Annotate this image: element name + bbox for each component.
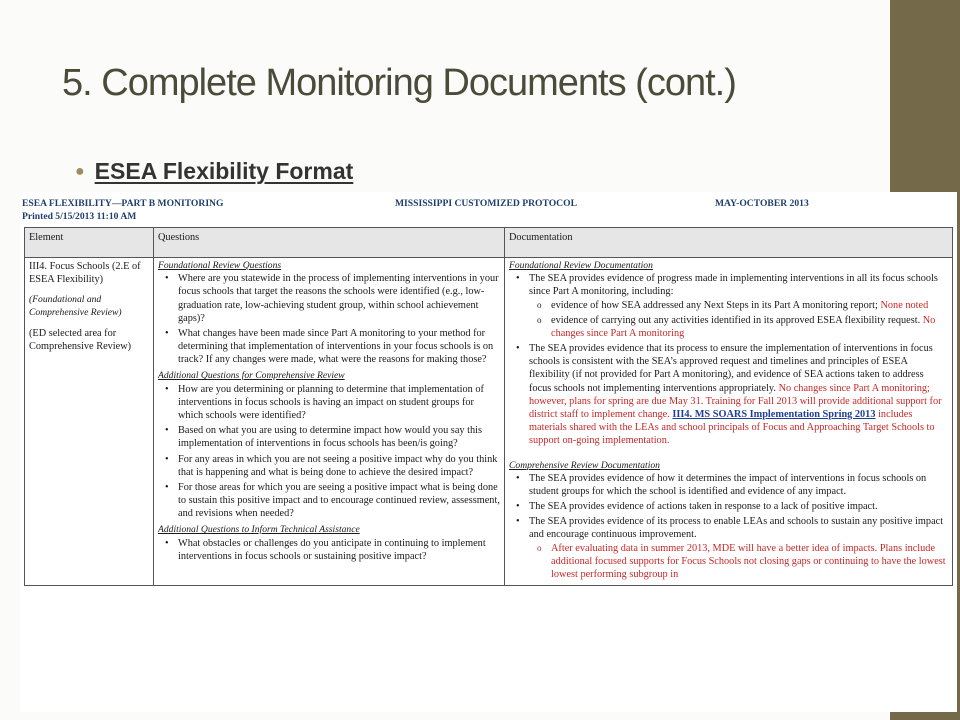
list-item: • How are you determining or planning to determine that implementation of interventions in focus schools is having an impact on student groups for which schools were identified?	[178, 383, 500, 423]
comprehensive-documentation-list	[509, 472, 948, 581]
protocol-table	[24, 227, 953, 586]
comprehensive-documentation-title: Comprehensive Review Documentation	[509, 459, 660, 471]
sub-list-item	[551, 314, 948, 340]
sub-list	[529, 542, 948, 582]
questions-cell	[154, 258, 505, 586]
list-item: • Based on what you are using to determine impact how would you say this implementation of interventions in focus schools has been/is going?	[178, 424, 500, 450]
list-item: • For any areas in which you are not seeing a positive impact why do you think that is happening and what is being done to achieve the desired impact?	[178, 453, 500, 479]
sub-list-item: o After evaluating data in summer 2013, MDE will have a better idea of impacts. Plans include additional focused supports for Focus Schools not closing gaps or continuing to have the lowest lowest performing subgroup in	[551, 542, 948, 582]
header-right: MAY-OCTOBER 2013	[715, 198, 809, 209]
column-header-element: Element	[25, 228, 154, 258]
column-header-documentation: Documentation	[505, 228, 953, 258]
list-item: • For those areas for which you are seeing a positive impact what is being done to sustain this positive impact and to encourage continued review, assessment, and revisions when needed?	[178, 481, 500, 521]
element-review-type: (Foundational and Comprehensive Review)	[29, 294, 122, 318]
list-item	[529, 515, 948, 581]
list-item: • The SEA provides evidence of actions taken in response to a lack of positive impact.	[529, 500, 948, 513]
bullet-label: ESEA Flexibility Format	[94, 158, 354, 184]
red-note: includes materials shared with the LEAs and school principals of Focus and Approaching Target Schools to support on-going implementation.	[529, 408, 935, 447]
foundational-questions-title: Foundational Review Questions	[158, 260, 282, 271]
foundational-documentation-title: Foundational Review Documentation	[509, 260, 653, 271]
protocol-document-image	[20, 192, 957, 712]
soars-implementation-link[interactable]: III4. MS SOARS Implementation Spring 2013	[672, 408, 876, 420]
list-item: • The SEA provides evidence of how it determines the impact of interventions in focus schools on student groups for which the school is identified and evidence of any impact.	[529, 472, 948, 498]
element-ed-note: (ED selected area for Comprehensive Review)	[29, 327, 132, 353]
header-center: MISSISSIPPI CUSTOMIZED PROTOCOL	[395, 198, 577, 209]
ta-questions-list	[158, 537, 500, 563]
doc-item-text: The SEA provides evidence that its process to ensure the implementation of interventions in focus schools is consistent with the SEA’s approved request and timelines and principles of ESEA flexibility (if not provided for Part A monitoring), and evidence of SEA actions taken to address focus schools not implementing interventions appropriately.	[529, 343, 933, 394]
sub-list	[529, 299, 948, 341]
list-item	[529, 272, 948, 340]
doc-item-text: The SEA provides evidence of its process to enable LEAs and schools to sustain any positive impact and encourage continuous improvement.	[529, 516, 944, 541]
element-cell	[25, 258, 154, 586]
element-name: III4. Focus Schools (2.E of ESEA Flexibility)	[29, 261, 141, 286]
foundational-documentation-list	[509, 272, 948, 447]
sub-list-item	[551, 299, 948, 312]
sub-item-text: evidence of how SEA addressed any Next Steps in its Part A monitoring report;	[551, 299, 878, 311]
additional-questions-title: Additional Questions for Comprehensive Review	[158, 370, 345, 382]
list-item: • What changes have been made since Part A monitoring to your method for determining that implementation of interventions in your focus schools is on track? If any changes were made, what were the reasons for making those?	[178, 327, 500, 367]
bullet-dot-icon: ●	[75, 163, 85, 180]
header-printed: Printed 5/15/2013 11:10 AM	[22, 211, 137, 222]
column-header-questions: Questions	[154, 228, 505, 258]
ta-questions-title: Additional Questions to Inform Technical Assistance	[158, 524, 360, 536]
additional-questions-list	[158, 383, 500, 521]
list-item: • Where are you statewide in the process of implementing interventions in your focus schools that target the reasons the schools were identified (e.g., low-graduation rate, low-achieving student group, within school achievement gaps)?	[178, 272, 500, 325]
documentation-cell	[505, 258, 953, 586]
doc-item-text: The SEA provides evidence of progress made in implementing interventions in all its focus schools since Part A monitoring, including:	[529, 273, 938, 298]
red-note: No changes since Part A monitoring	[551, 314, 936, 339]
header-left: ESEA FLEXIBILITY—PART B MONITORING	[22, 198, 224, 209]
list-item: • What obstacles or challenges do you anticipate in continuing to implement interventions in focus schools or sustaining positive impact?	[178, 537, 500, 563]
list-item	[529, 342, 948, 447]
red-note: No changes since Part A monitoring; however, plans for spring are due May 31. Training for Fall 2013 will provide additional support for district staff to implement change.	[529, 382, 942, 420]
red-note: None noted	[880, 299, 929, 311]
table-row	[25, 258, 953, 586]
slide-title: 5. Complete Monitoring Documents (cont.)	[62, 62, 736, 104]
foundational-questions-list	[158, 272, 500, 366]
bullet-item	[75, 158, 353, 185]
sub-item-text: evidence of carrying out any activities identified in its approved ESEA flexibility request.	[551, 314, 921, 326]
table-header-row	[25, 228, 953, 258]
